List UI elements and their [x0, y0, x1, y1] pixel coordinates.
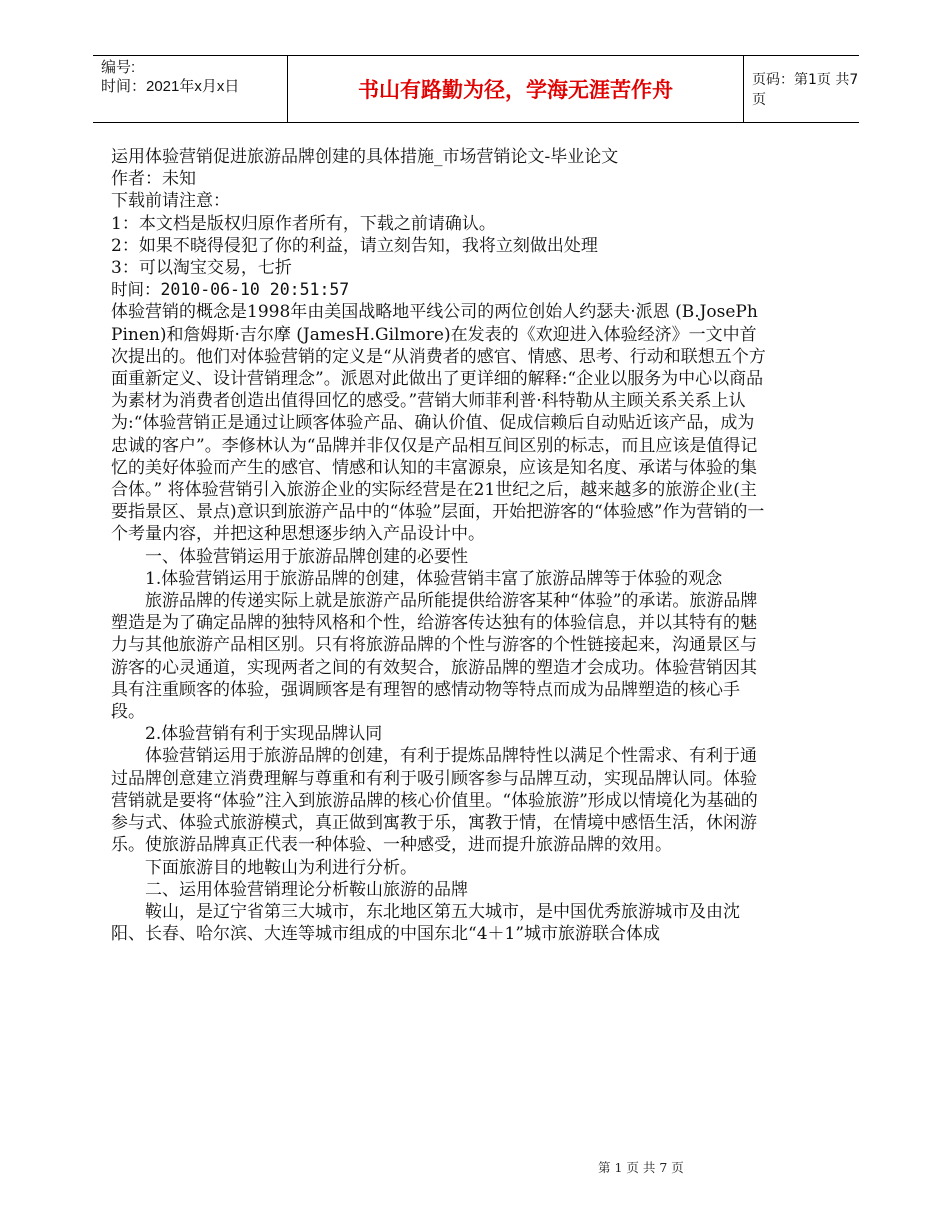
header-motto: 书山有路勤为径，学海无涯苦作舟: [287, 56, 744, 122]
document-body: [111, 146, 769, 945]
section-heading: 二、运用体验营销理论分析鞍山旅游的品牌: [145, 879, 468, 900]
notice-item: 1：本文档是版权归原作者所有，下载之前请确认。: [111, 213, 496, 234]
paragraph-intro: 体验营销的概念是1998年由美国战略地平线公司的两位创始人约瑟夫·派恩 (B.JosePhPinen)和詹姆斯·吉尔摩 (JamesH.Gilmore)在发表的《欢迎进入体验经济》一文中首次提出的。他们对体验营销的定义是“从消费者的感官、情感、思考、行动和联想五个方面重新定义、设计营销理念”。派恩对此做出了更详细的解释:“企业以服务为中心以商品为素材为消费者创造出值得回忆的感受。”营销大师菲利普·科特勒从主顾关系关系上认为:“体验营销正是通过让顾客体验产品、确认价值、促成信赖后自动贴近该产品，成为忠诚的客户”。李修林认为“品牌并非仅仅是产品相互间区别的标志，而且应该是值得记忆的美好体验而产生的感官、情感和认知的丰富源泉，应该是知名度、承诺与体验的集合体。” 将体验营销引入旅游企业的实际经营是在21世纪之后，越来越多的旅游企业(主要指景区、景点)意识到旅游产品中的“体验”层面，开始把游客的“体验感”作为营销的一个考量内容，并把这种思想逐步纳入产品设计中。: [111, 302, 766, 545]
notice-item: 3：可以淘宝交易，七折: [111, 258, 292, 279]
paragraph: 下面旅游目的地鞍山为利进行分析。: [145, 857, 417, 878]
subsection-heading: 1.体验营销运用于旅游品牌的创建，体验营销丰富了旅游品牌等于体验的观念: [145, 568, 723, 589]
article-title: 运用体验营销促进旅游品牌创建的具体措施_市场营销论文-毕业论文: [111, 147, 619, 167]
document-number-label: 编号:: [101, 59, 136, 76]
paragraph: 体验营销运用于旅游品牌的创建，有利于提炼品牌特性以满足个性需求、有利于通过品牌创意建立消费理解与尊重和有利于吸引顾客参与品牌互动，实现品牌认同。体验营销就是要将“体验”注入到旅游品牌的核心价值里。“体验旅游”形成以情境化为基础的参与式、体验式旅游模式，真正做到寓教于乐，寓教于情，在情境中感悟生活，休闲游乐。使旅游品牌真正代表一种体验、一种感受，进而提升旅游品牌的效用。: [111, 746, 758, 856]
paragraph: 旅游品牌的传递实际上就是旅游产品所能提供给游客某种“体验”的承诺。旅游品牌塑造是为了确定品牌的独特风格和个性，给游客传达独有的体验信息，并以其特有的魅力与其他旅游产品相区别。只有将旅游品牌的个性与游客的个性链接起来，沟通景区与游客的心灵通道，实现两者之间的有效契合，旅游品牌的塑造才会成功。体验营销因其具有注重顾客的体验，强调顾客是有理智的感情动物等特点而成为品牌塑造的核心手段。: [111, 591, 758, 723]
page-header: [93, 55, 859, 123]
document-time-label: 时间：2021年x月x日: [101, 78, 240, 95]
page-footer: 第 1 页 共 7 页: [598, 1160, 684, 1175]
header-page-number: 页码：第1页 共7页: [752, 72, 859, 108]
section-heading: 一、体验营销运用于旅游品牌创建的必要性: [145, 546, 468, 567]
notice-item: 2：如果不晓得侵犯了你的利益，请立刻告知，我将立刻做出处理: [111, 235, 598, 256]
article-time: 时间：2010-06-10 20:51:57: [111, 280, 350, 300]
paragraph: 鞍山，是辽宁省第三大城市，东北地区第五大城市，是中国优秀旅游城市及由沈阳、长春、哈尔滨、大连等城市组成的中国东北“4＋1”城市旅游联合体成: [111, 901, 740, 945]
article-author: 作者：未知: [111, 169, 196, 190]
notice-heading: 下载前请注意：: [111, 191, 230, 212]
header-meta: [93, 56, 287, 122]
subsection-heading: 2.体验营销有利于实现品牌认同: [145, 724, 383, 745]
